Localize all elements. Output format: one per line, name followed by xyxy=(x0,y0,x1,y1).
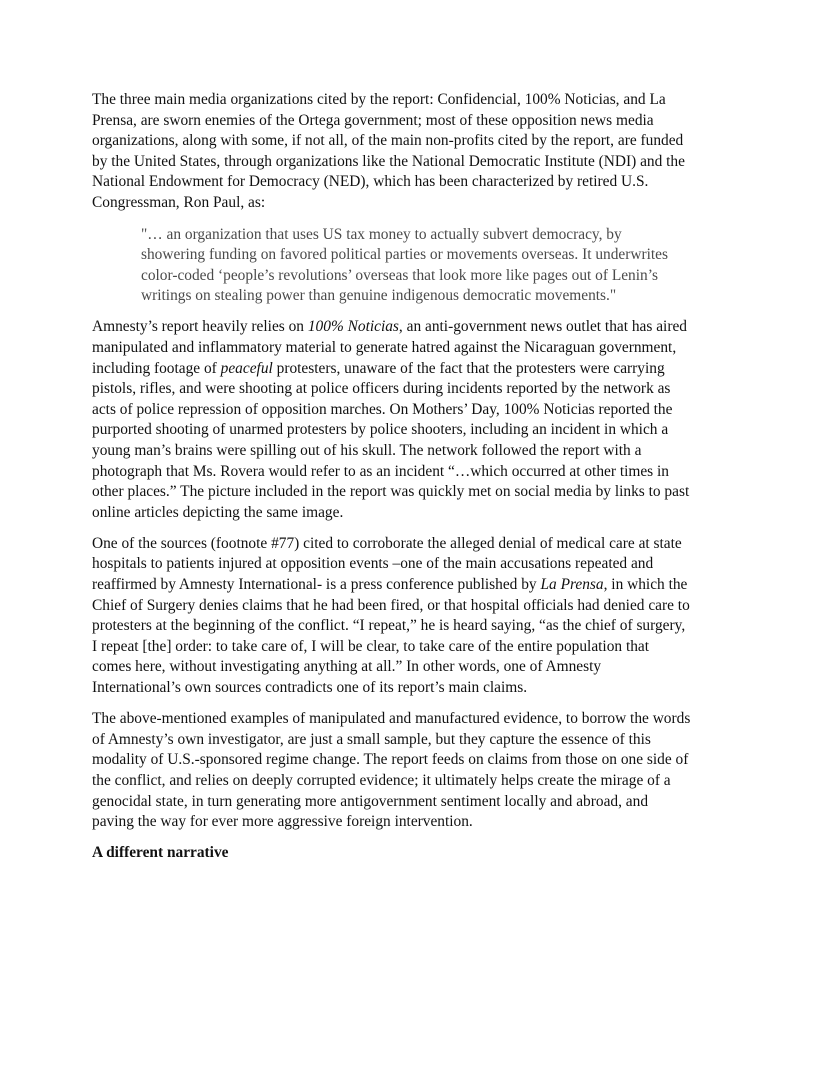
paragraph-media-organizations: The three main media organizations cited by the report: Confidencial, 100% Noticias, and La Prensa, are sworn enemies of the Ortega government; most of these opposition news media organizations, along with some, if not all, of the main non-profits cited by the report, are funded by the United States, through organizations like the National Democratic Institute (NDI) and the National Endowment for Democracy (NED), which has been characterized by retired U.S. Congressman, Ron Paul, as: xyxy=(92,91,685,211)
p2-italic-peaceful: peaceful xyxy=(220,359,273,377)
p2-italic-100-noticias: 100% Noticias xyxy=(307,318,399,336)
section-heading-different-narrative: A different narrative xyxy=(92,844,229,862)
blockquote-ron-paul: "… an organization that uses US tax money to actually subvert democracy, by showering funding on favored political parties or movements overseas. It underwrites color-coded ‘people’s revolutions’ overseas that look more like pages out of Lenin’s writings on stealing power than genuine indigenous democratic movements." xyxy=(141,225,668,305)
p2-text-1: Amnesty’s report heavily relies on xyxy=(92,318,308,336)
p3-text-2: , in which the Chief of Surgery denies claims that he had been fired, or that hospital officials had denied care to protesters at the beginning of the conflict. “I repeat,” he is heard saying, “as the chief of surgery, I repeat [the] order: to take care of, I will be clear, to take care of the entire population that comes here, without investigating anything at all.” In other words, one of Amnesty International’s own sources contradicts one of its report’s main claims. xyxy=(92,576,690,697)
paragraph-footnote-77 xyxy=(92,534,692,699)
paragraph-100-noticias xyxy=(92,317,692,523)
p2-text-3: protesters, unaware of the fact that the protesters were carrying pistols, rifles, and were shooting at police officers during incidents reported by the network as acts of police repression of opposition marches. On Mothers’ Day, 100% Noticias reported the purported shooting of unarmed protesters by police shooters, including an incident in which a young man’s brains were spilling out of his skull. The network followed the report with a photograph that Ms. Rovera would refer to as an incident “…which occurred at other times in other places.” The picture included in the report was quickly met on social media by links to past online articles depicting the same image. xyxy=(92,359,690,521)
p2-text-2: , an anti-government news outlet that has aired manipulated and inflammatory material to generate hatred against the Nicaraguan government, including footage of xyxy=(92,318,687,377)
p3-italic-la-prensa: La Prensa xyxy=(540,576,604,594)
document-page xyxy=(92,90,692,864)
paragraph-manufactured-evidence: The above-mentioned examples of manipulated and manufactured evidence, to borrow the words of Amnesty’s own investigator, are just a small sample, but they capture the essence of this modality of U.S.-sponsored regime change. The report feeds on claims from those on one side of the conflict, and relies on deeply corrupted evidence; it ultimately helps create the mirage of a genocidal state, in turn generating more antigovernment sentiment locally and abroad, and paving the way for ever more aggressive foreign intervention. xyxy=(92,710,691,831)
p3-text-1: One of the sources (footnote #77) cited to corroborate the alleged denial of medical care at state hospitals to patients injured at opposition events –one of the main accusations repeated and reaffirmed by Amnesty International- is a press conference published by xyxy=(92,534,682,594)
